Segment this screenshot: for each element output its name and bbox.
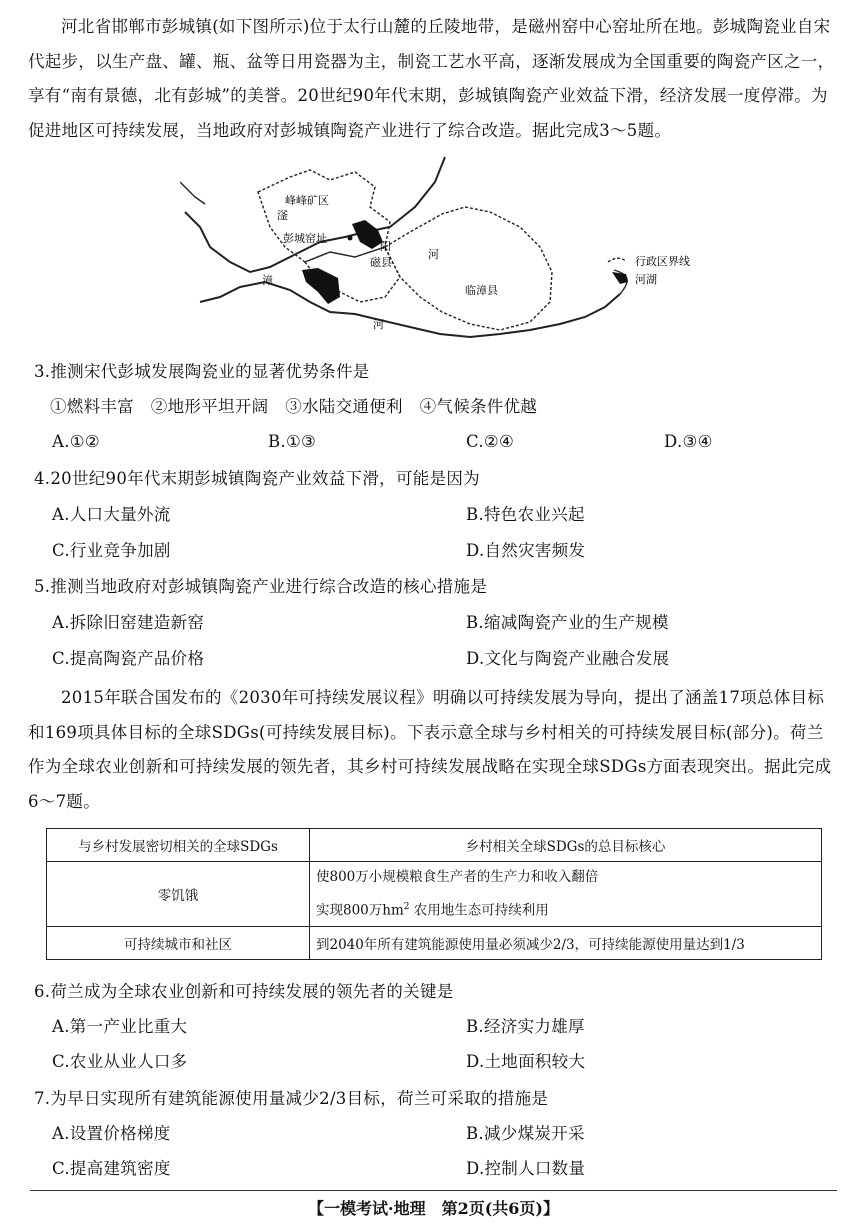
label-linzhang: 临漳县 — [465, 284, 498, 297]
table-cell-goal: 零饥饿 — [47, 862, 310, 927]
q5-option-b[interactable]: B.缩减陶瓷产业的生产规模 — [466, 613, 669, 632]
question-3-items: ①燃料丰富 ②地形平坦开阔 ③水陆交通便利 ④气候条件优越 — [50, 397, 538, 416]
table-header: 乡村相关全球SDGs的总目标核心 — [310, 829, 822, 862]
question-3-stem: 3.推测宋代彭城发展陶瓷业的显著优势条件是 — [34, 362, 370, 381]
label-cixian: 磁县 — [370, 256, 392, 269]
label-pengcheng: 彭城窑址 — [283, 232, 327, 245]
legend-lake-label: 河湖 — [635, 273, 657, 286]
table-header-row — [47, 829, 822, 862]
page-footer: 【一模考试·地理 第2页(共6页)】 — [308, 1199, 559, 1218]
q6-option-a[interactable]: A.第一产业比重大 — [52, 1017, 188, 1036]
q7-option-d[interactable]: D.控制人口数量 — [466, 1159, 586, 1178]
sdg-table — [46, 828, 822, 960]
q6-option-c[interactable]: C.农业从业人口多 — [52, 1052, 188, 1071]
q3-option-c[interactable]: C.②④ — [466, 432, 515, 451]
label-fengfeng: 峰峰矿区 — [285, 194, 329, 207]
intro-paragraph-1: 河北省邯郸市彭城镇(如下图所示)位于太行山麓的丘陵地带，是磁州窑中心窑址所在地。彭城陶瓷业自宋代起步，以生产盘、罐、瓶、盆等日用瓷器为主，制瓷工艺水平高，逐渐发展成为全国重要的陶瓷产区之一，享有“南有景德，北有彭城”的美誉。20世纪90年代末期，彭城镇陶瓷产业效益下滑，经济发展一度停滞。为促进地区可持续发展，当地政府对彭城镇陶瓷产业进行了综合改造。据此完成3～5题。 — [28, 17, 835, 140]
superscript: 2 — [403, 902, 410, 912]
target-line — [316, 892, 815, 926]
legend-boundary-icon — [608, 258, 626, 262]
table-header: 与乡村发展密切相关的全球SDGs — [47, 829, 310, 862]
q5-option-a[interactable]: A.拆除旧窑建造新窑 — [52, 613, 205, 632]
question-7-stem: 7.为早日实现所有建筑能源使用量减少2/3目标，荷兰可采取的措施是 — [34, 1089, 549, 1108]
table-cell-target: 到2040年所有建筑能源使用量必须减少2/3，可持续能源使用量达到1/3 — [310, 926, 822, 959]
q6-option-b[interactable]: B.经济实力雄厚 — [466, 1017, 585, 1036]
q3-option-b[interactable]: B.①③ — [268, 432, 317, 451]
footer-divider — [30, 1190, 837, 1191]
q6-option-d[interactable]: D.土地面积较大 — [466, 1052, 586, 1071]
target-line: 使800万小规模粮食生产者的生产力和收入翻倍 — [316, 869, 599, 885]
question-5-stem: 5.推测当地政府对彭城镇陶瓷产业进行综合改造的核心措施是 — [34, 577, 488, 596]
fuyang-river — [185, 157, 445, 272]
q7-option-c[interactable]: C.提高建筑密度 — [52, 1159, 171, 1178]
q7-option-a[interactable]: A.设置价格梯度 — [52, 1124, 171, 1143]
question-6-stem: 6.荷兰成为全球农业创新和可持续发展的领先者的关键是 — [34, 982, 454, 1001]
label-fu: 滏 — [277, 209, 288, 222]
q3-option-d[interactable]: D.③④ — [664, 432, 713, 451]
q4-option-a[interactable]: A.人口大量外流 — [52, 505, 171, 524]
intro-paragraph-2: 2015年联合国发布的《2030年可持续发展议程》明确以可持续发展为导向，提出了涵盖17项总体目标和169项具体目标的全球SDGs(可持续发展目标)。下表示意全球与乡村相关的可持续发展目标(部分)。荷兰作为全球农业创新和可持续发展的领先者，其乡村可持续发展战略在实现全球SDGs方面表现突出。据此完成6～7题。 — [28, 688, 832, 811]
q7-option-b[interactable]: B.减少煤炭开采 — [466, 1124, 585, 1143]
q4-option-c[interactable]: C.行业竞争加剧 — [52, 541, 171, 560]
table-cell-goal: 可持续城市和社区 — [47, 926, 310, 959]
legend-lake-icon — [612, 272, 628, 284]
pengcheng-point — [348, 236, 353, 241]
table-row — [47, 926, 822, 959]
label-he2: 河 — [373, 318, 384, 331]
q5-option-d[interactable]: D.文化与陶瓷产业融合发展 — [466, 649, 670, 668]
q5-option-c[interactable]: C.提高陶瓷产品价格 — [52, 649, 205, 668]
q4-option-b[interactable]: B.特色农业兴起 — [466, 505, 585, 524]
table-cell-target — [310, 862, 822, 927]
legend-boundary-label: 行政区界线 — [635, 255, 690, 268]
q3-option-a[interactable]: A.①② — [52, 432, 100, 451]
table-row — [47, 862, 822, 927]
reservoir-2 — [302, 268, 340, 304]
zhang-river — [200, 282, 620, 337]
target-text: 实现800万hm — [316, 902, 404, 919]
q4-option-d[interactable]: D.自然灾害频发 — [466, 541, 586, 560]
label-zhang: 漳 — [262, 274, 273, 287]
label-yang: 阳 — [380, 240, 391, 253]
question-4-stem: 4.20世纪90年代末期彭城镇陶瓷产业效益下滑，可能是因为 — [34, 469, 480, 488]
pengcheng-map — [180, 152, 700, 352]
target-text: 农用地生态可持续利用 — [409, 902, 549, 919]
admin-boundary — [385, 207, 552, 330]
label-he1: 河 — [428, 248, 439, 261]
